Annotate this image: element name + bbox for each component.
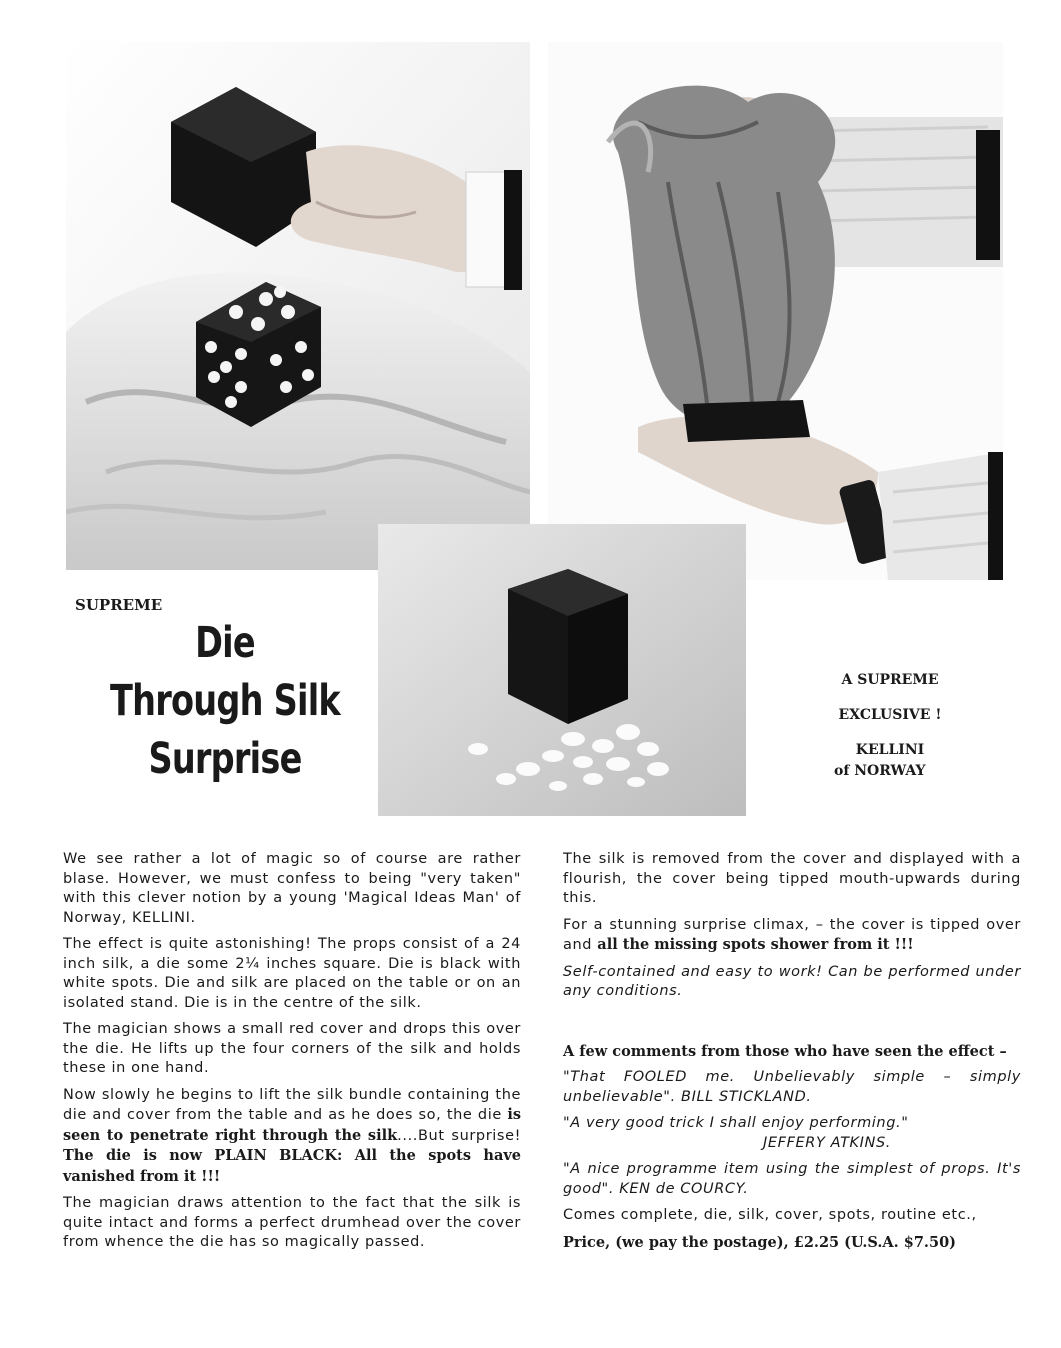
- text-run: For a stunning surprise climax, – the cover is tipped over and: [563, 916, 1021, 953]
- emphasis-text: all the missing spots shower from it !!!: [597, 936, 914, 953]
- comments-heading: A few comments from those who have seen the effect –: [563, 1042, 1007, 1060]
- photo-die-on-silk: [66, 42, 530, 570]
- supreme-label: SUPREME: [75, 596, 163, 614]
- exclusive-line: KELLINI: [855, 742, 925, 758]
- paragraph: We see rather a lot of magic so of course are rather blase. However, we must confess to being "very taken" with this clever notion by a young 'Magical Ideas Man' of Norway, KELLINI.: [63, 851, 521, 926]
- testimonial-quote: "That FOOLED me. Unbelievably simple – simply unbelievable".: [563, 1069, 1021, 1105]
- title-line: Through Silk: [110, 676, 340, 726]
- right-text-column: [563, 850, 1021, 1259]
- left-text-column: [63, 850, 521, 1260]
- paragraph: The silk is removed from the cover and displayed with a flourish, the cover being tipped mouth-upwards during this.: [563, 851, 1021, 906]
- paragraph: [63, 1086, 521, 1188]
- exclusive-line: EXCLUSIVE !: [838, 707, 942, 723]
- exclusive-line: of NORWAY: [834, 763, 926, 779]
- paragraph: The magician draws attention to the fact that the silk is quite intact and forms a perfect drumhead over the cover from whence the die has so magically passed.: [63, 1195, 521, 1250]
- price-line: Price, (we pay the postage), £2.25 (U.S.A. $7.50): [563, 1233, 957, 1251]
- testimonial-author: BILL STICKLAND.: [681, 1088, 812, 1105]
- paragraph: The magician shows a small red cover and drops this over the die. He lifts up the four corners of the silk and holds these in one hand.: [63, 1021, 521, 1076]
- title-line: Surprise: [148, 734, 302, 784]
- photo-silk-bundle: [548, 42, 1003, 580]
- exclusive-block: [820, 672, 960, 779]
- testimonial-author: JEFFERY ATKINS.: [763, 1134, 891, 1151]
- testimonial: [563, 1068, 1021, 1107]
- testimonial: [563, 1114, 1021, 1153]
- title-line: Die: [195, 618, 255, 668]
- paragraph: [563, 916, 1021, 956]
- exclusive-line: A SUPREME: [841, 672, 939, 688]
- emphasis-text: The die is now PLAIN BLACK: All the spots have vanished from it !!!: [63, 1147, 521, 1185]
- page-title: [96, 614, 353, 788]
- paragraph: Comes complete, die, silk, cover, spots, routine etc.,: [563, 1207, 977, 1223]
- testimonial-quote: "A very good trick I shall enjoy performing.": [563, 1115, 909, 1131]
- paragraph: The effect is quite astonishing! The props consist of a 24 inch silk, a die some 2¼ inches square. Die is black with white spots. Die and silk are placed on the table or on an isolated stand. Die is in the centre of the silk.: [63, 936, 521, 1011]
- testimonial-quote: "A nice programme item using the simplest of props. It's good".: [563, 1161, 1021, 1197]
- photo-plain-black-die: [378, 524, 746, 816]
- testimonial-author: KEN de COURCY.: [619, 1180, 749, 1197]
- text-run: Now slowly he begins to lift the silk bundle containing the die and cover from the table and as he does so, the die: [63, 1086, 521, 1123]
- text-run: ....But surprise!: [397, 1127, 522, 1144]
- testimonial: [563, 1160, 1021, 1199]
- emphasis-text: is seen to penetrate right through the silk: [63, 1106, 521, 1144]
- paragraph: Self-contained and easy to work! Can be performed under any conditions.: [563, 963, 1021, 999]
